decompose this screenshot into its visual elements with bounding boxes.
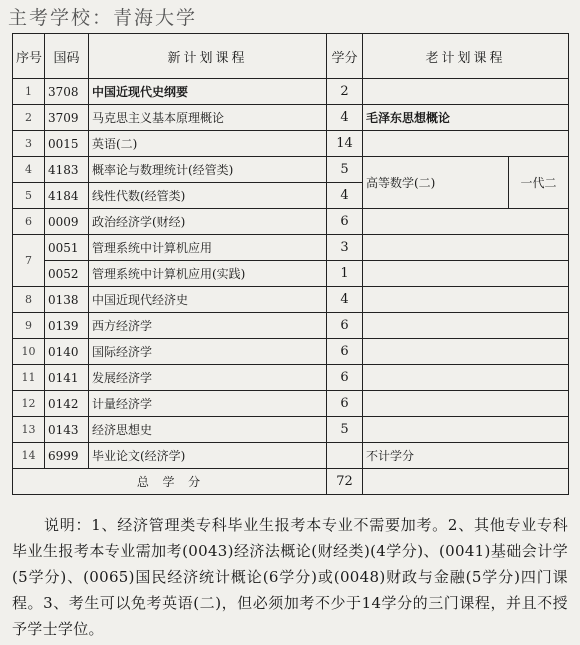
row-seq: 4 — [13, 157, 45, 183]
row-code: 4183 — [45, 157, 89, 183]
table-row — [13, 131, 569, 157]
row-code: 0009 — [45, 209, 89, 235]
total-row — [13, 469, 569, 495]
row-old-course: 不计学分 — [363, 443, 569, 469]
header-credits: 学分 — [327, 34, 363, 79]
total-old-course — [363, 469, 569, 495]
row-code: 0138 — [45, 287, 89, 313]
row-old-course — [363, 365, 569, 391]
row-credits: 6 — [327, 313, 363, 339]
row-course: 发展经济学 — [89, 365, 327, 391]
row-credits: 1 — [327, 261, 363, 287]
row-course: 英语(二) — [89, 131, 327, 157]
row-credits: 5 — [327, 417, 363, 443]
table-row — [13, 209, 569, 235]
header-old-course: 老计划课程 — [363, 34, 569, 79]
row-old-course — [363, 79, 569, 105]
row-course: 计量经济学 — [89, 391, 327, 417]
total-label: 总 学 分 — [13, 469, 327, 495]
table-row — [13, 365, 569, 391]
explanatory-note: 说明：1、经济管理类专科毕业生报考本专业不需要加考。2、其他专业专科毕业生报考本专业需加考(0043)经济法概论(财经类)(4学分)、(0041)基础会计学(5学分)、(0065)国民经济统计概论(6学分)或(0048)财政与金融(5学分)四门课程。3、考生可以免考英语(二)，但必须加考不少于14学分的三门课程，并且不授予学士学位。 — [12, 516, 568, 638]
row-seq: 5 — [13, 183, 45, 209]
row-course: 概率论与数理统计(经管类) — [89, 157, 327, 183]
row-course: 经济思想史 — [89, 417, 327, 443]
row-credits: 6 — [327, 391, 363, 417]
row-code: 0140 — [45, 339, 89, 365]
row-seq: 14 — [13, 443, 45, 469]
table-row — [13, 443, 569, 469]
total-credits: 72 — [327, 469, 363, 495]
row-code: 0143 — [45, 417, 89, 443]
row-credits: 3 — [327, 235, 363, 261]
table-row — [13, 79, 569, 105]
row-seq: 2 — [13, 105, 45, 131]
table-row — [13, 313, 569, 339]
row-old-course — [363, 261, 569, 287]
row-seq: 3 — [13, 131, 45, 157]
row-old-course — [363, 417, 569, 443]
school-line: 主考学校：青海大学 — [8, 7, 198, 29]
table-row — [13, 157, 569, 183]
row-code: 0141 — [45, 365, 89, 391]
row-code: 3709 — [45, 105, 89, 131]
row-code: 0142 — [45, 391, 89, 417]
table-row — [13, 105, 569, 131]
row-old-course — [363, 235, 569, 261]
row-course: 西方经济学 — [89, 313, 327, 339]
row-old-course — [363, 209, 569, 235]
row-credits: 4 — [327, 183, 363, 209]
row-old-course — [363, 313, 569, 339]
row-old-course — [363, 391, 569, 417]
row-old-course: 毛泽东思想概论 — [363, 105, 569, 131]
row-credits — [327, 443, 363, 469]
row-code: 6999 — [45, 443, 89, 469]
row-seq: 11 — [13, 365, 45, 391]
row-credits: 2 — [327, 79, 363, 105]
row-seq: 7 — [13, 235, 45, 287]
row-old-course: 高等数学(二) — [363, 157, 509, 209]
row-old-course — [363, 287, 569, 313]
row-course: 马克思主义基本原理概论 — [89, 105, 327, 131]
row-seq: 10 — [13, 339, 45, 365]
row-credits: 14 — [327, 131, 363, 157]
row-course: 线性代数(经管类) — [89, 183, 327, 209]
row-code: 0052 — [45, 261, 89, 287]
row-seq: 6 — [13, 209, 45, 235]
row-seq: 9 — [13, 313, 45, 339]
table-row — [13, 261, 569, 287]
header-seq: 序号 — [13, 34, 45, 79]
table-row — [13, 391, 569, 417]
row-code: 3708 — [45, 79, 89, 105]
row-course: 毕业论文(经济学) — [89, 443, 327, 469]
row-code: 0139 — [45, 313, 89, 339]
row-credits: 4 — [327, 287, 363, 313]
row-old-course — [363, 131, 569, 157]
row-code: 4184 — [45, 183, 89, 209]
row-course: 政治经济学(财经) — [89, 209, 327, 235]
course-table — [12, 33, 569, 495]
row-credits: 6 — [327, 339, 363, 365]
row-credits: 5 — [327, 157, 363, 183]
row-seq: 1 — [13, 79, 45, 105]
row-credits: 6 — [327, 209, 363, 235]
row-old-course — [363, 339, 569, 365]
row-course: 中国近现代史纲要 — [89, 79, 327, 105]
table-row — [13, 235, 569, 261]
table-row — [13, 287, 569, 313]
row-code: 0015 — [45, 131, 89, 157]
row-credits: 6 — [327, 365, 363, 391]
row-credits: 4 — [327, 105, 363, 131]
table-row — [13, 339, 569, 365]
row-code: 0051 — [45, 235, 89, 261]
row-old-course-note: 一代二 — [509, 157, 569, 209]
row-course: 中国近现代经济史 — [89, 287, 327, 313]
row-seq: 8 — [13, 287, 45, 313]
row-course: 国际经济学 — [89, 339, 327, 365]
row-course: 管理系统中计算机应用(实践) — [89, 261, 327, 287]
header-code: 国码 — [45, 34, 89, 79]
header-new-course: 新计划课程 — [89, 34, 327, 79]
table-row — [13, 417, 569, 443]
row-seq: 12 — [13, 391, 45, 417]
row-course: 管理系统中计算机应用 — [89, 235, 327, 261]
row-seq: 13 — [13, 417, 45, 443]
